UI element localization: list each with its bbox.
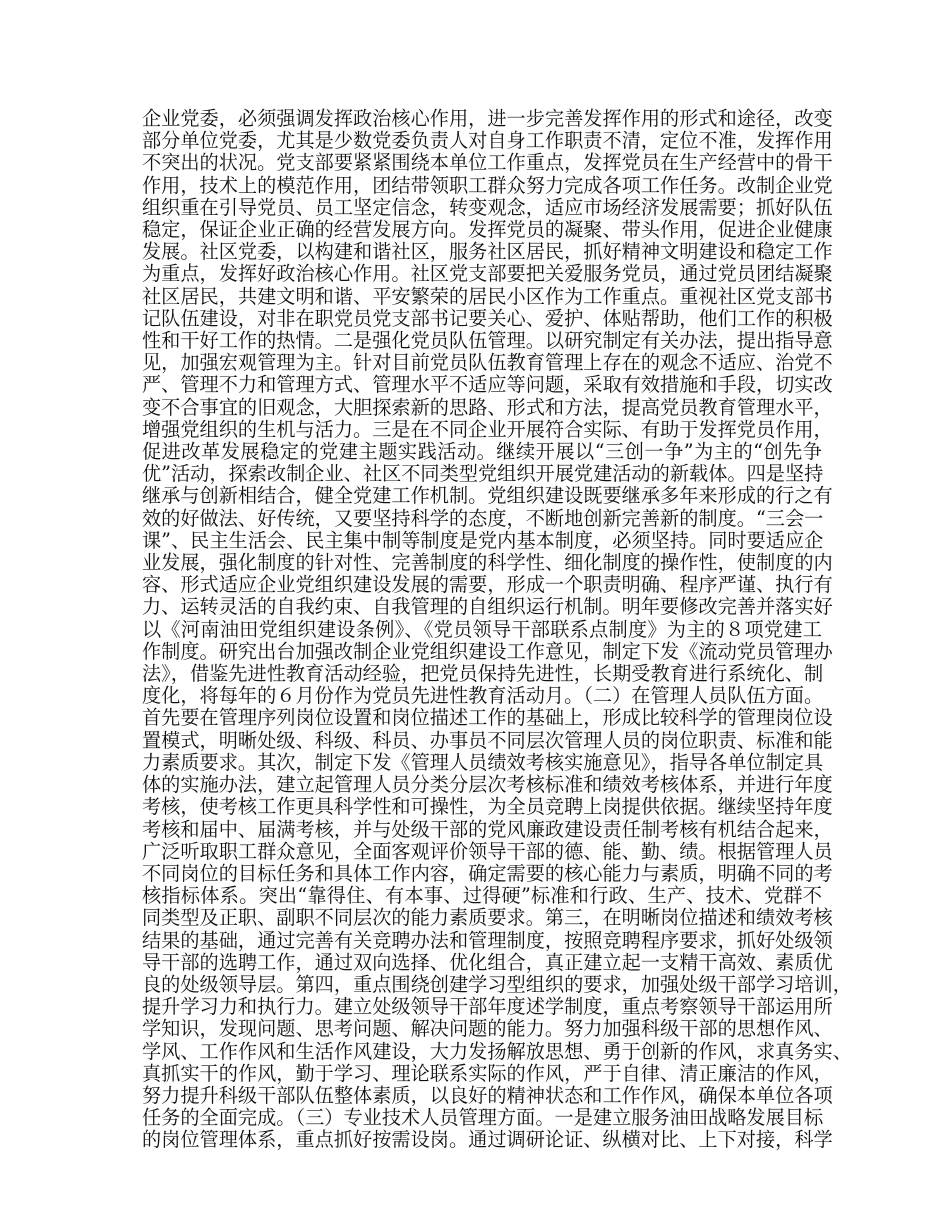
- text-line: 为重点，发挥好政治核心作用。社区党支部要把关爱服务党员，通过党员团结凝聚: [142, 262, 833, 286]
- text-line: 课”、民主生活会、民主集中制等制度是党内基本制度，必须坚持。同时要适应企: [142, 528, 824, 552]
- text-line: 促进改革发展稳定的党建主题实践活动。继续开展以“三创一争”为主的“创先争: [142, 440, 822, 464]
- text-line: 容、形式适应企业党组织建设发展的需要，形成一个职责明确、程序严谨、执行有: [142, 573, 833, 597]
- text-line: 见，加强宏观管理为主。针对目前党员队伍教育管理上存在的观念不适应、治党不: [142, 351, 833, 375]
- text-line: 置模式，明晰处级、科级、科员、办事员不同层次管理人员的岗位职责、标准和能: [142, 728, 833, 752]
- text-line: 导干部的选聘工作，通过双向选择、优化组合，真正建立起一支精干高效、素质优: [142, 950, 833, 974]
- text-line: 良的处级领导层。第四，重点围绕创建学习型组织的要求，加强处级干部学习培训，: [142, 972, 852, 996]
- text-line: 继承与创新相结合，健全党建工作机制。党组织建设既要继承多年来形成的行之有: [142, 484, 833, 508]
- text-line: 学风、工作作风和生活作风建设，大力发扬解放思想、勇于创新的作风，求真务实、: [142, 1039, 852, 1063]
- text-line: 严、管理不力和管理方式、管理水平不适应等问题，采取有效措施和手段，切实改: [142, 373, 833, 397]
- text-line: 广泛听取职工群众意见，全面客观评价领导干部的德、能、勤、绩。根据管理人员: [142, 839, 833, 863]
- text-line: 核指标体系。突出“靠得住、有本事、过得硬”标准和行政、生产、技术、党群不: [142, 884, 822, 908]
- text-line: 任务的全面完成。（三）专业技术人员管理方面。一是建立服务油田战略发展目标: [142, 1106, 824, 1130]
- text-line: 法》，借鉴先进性教育活动经验，把党员保持先进性，长期受教育进行系统化、制: [142, 662, 824, 686]
- text-line: 业发展，强化制度的针对性、完善制度的科学性、细化制度的操作性，使制度的内: [142, 551, 833, 575]
- text-line: 作制度。研究出台加强改制企业党组织建设工作意见，制定下发《流动党员管理办: [142, 639, 833, 663]
- text-line: 社区居民，共建文明和谐、平安繁荣的居民小区作为工作重点。重视社区党支部书: [142, 284, 833, 308]
- text-line: 效的好做法、好传统，又要坚持科学的态度，不断地创新完善新的制度。“三会一: [142, 506, 824, 530]
- text-line: 考核，使考核工作更具科学性和可操性，为全员竞聘上岗提供依据。继续坚持年度: [142, 795, 833, 819]
- text-line: 学知识，发现问题、思考问题、解决问题的能力。努力加强科级干部的思想作风、: [142, 1017, 833, 1041]
- text-line: 发展。社区党委，以构建和谐社区，服务社区居民，抓好精神文明建设和稳定工作: [142, 240, 833, 264]
- text-line: 真抓实干的作风，勤于学习、理论联系实际的作风，严于自律、清正廉洁的作风，: [142, 1061, 833, 1085]
- text-line: 稳定，保证企业正确的经营发展方向。发挥党员的凝聚、带头作用，促进企业健康: [142, 218, 833, 242]
- text-line: 力、运转灵活的自我约束、自我管理的自组织运行机制。明年要修改完善并落实好: [142, 595, 833, 619]
- text-line: 不同岗位的目标任务和具体工作内容，确定需要的核心能力与素质，明确不同的考: [142, 861, 833, 885]
- text-line: 同类型及正职、副职不同层次的能力素质要求。第三，在明晰岗位描述和绩效考核: [142, 906, 833, 930]
- text-line: 性和干好工作的热情。二是强化党员队伍管理。以研究制定有关办法，提出指导意: [142, 329, 833, 353]
- text-line: 不突出的状况。党支部要紧紧围绕本单位工作重点，发挥党员在生产经营中的骨干: [142, 151, 833, 175]
- text-line: 企业党委，必须强调发挥政治核心作用，进一步完善发挥作用的形式和途径，改变: [142, 107, 833, 130]
- text-line: 力素质要求。其次，制定下发《管理人员绩效考核实施意见》，指导各单位制定具: [142, 750, 824, 774]
- text-line: 努力提升科级干部队伍整体素质，以良好的精神状态和工作作风，确保本单位各项: [142, 1083, 833, 1107]
- text-line: 组织重在引导党员、员工坚定信念，转变观念，适应市场经济发展需要；抓好队伍: [142, 195, 833, 219]
- text-line: 以《河南油田党组织建设条例》、《党员领导干部联系点制度》为主的８项党建工: [142, 617, 822, 641]
- text-line: 提升学习力和执行力。建立处级领导干部年度述学制度，重点考察领导干部运用所: [142, 995, 833, 1019]
- text-line: 考核和届中、届满考核，并与处级干部的党风廉政建设责任制考核有机结合起来，: [142, 817, 833, 841]
- text-line: 度化，将每年的６月份作为党员先进性教育活动月。（二）在管理人员队伍方面。: [142, 684, 824, 708]
- text-line: 部分单位党委，尤其是少数党委负责人对自身工作职责不清，定位不准，发挥作用: [142, 129, 833, 153]
- text-line: 结果的基础，通过完善有关竞聘办法和管理制度，按照竞聘程序要求，抓好处级领: [142, 928, 833, 952]
- text-line: 变不合事宜的旧观念，大胆探索新的思路、形式和方法，提高党员教育管理水平，: [142, 395, 833, 419]
- text-line: 记队伍建设，对非在职党员党支部书记要关心、爱护、体贴帮助，他们工作的积极: [142, 306, 833, 330]
- text-line: 的岗位管理体系，重点抓好按需设岗。通过调研论证、纵横对比、上下对接，科学: [142, 1128, 833, 1152]
- text-line: 体的实施办法，建立起管理人员分类分层次考核标准和绩效考核体系，并进行年度: [142, 773, 833, 797]
- text-line: 优”活动，探索改制企业、社区不同类型党组织开展党建活动的新载体。四是坚持: [142, 462, 824, 486]
- text-line: 作用，技术上的模范作用，团结带领职工群众努力完成各项工作任务。改制企业党: [142, 173, 833, 197]
- document-body: [142, 107, 852, 1152]
- text-line: 首先要在管理序列岗位设置和岗位描述工作的基础上，形成比较科学的管理岗位设: [142, 706, 833, 730]
- text-line: 增强党组织的生机与活力。三是在不同企业开展符合实际、有助于发挥党员作用，: [142, 417, 833, 441]
